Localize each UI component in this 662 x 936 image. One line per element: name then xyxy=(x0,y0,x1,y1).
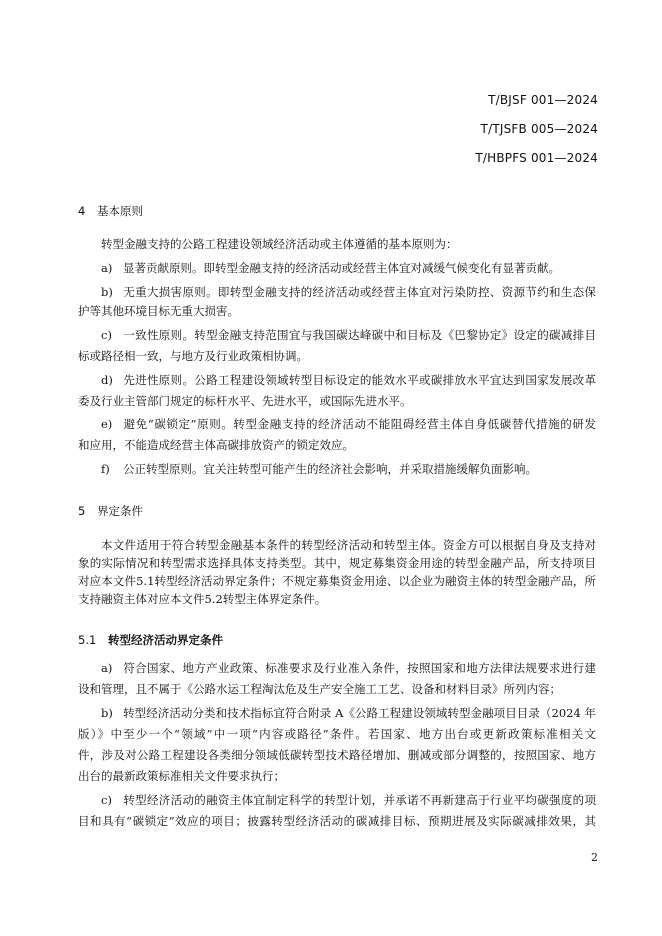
principle-f-line-1: f) 公正转型原则。宜关注转型可能产生的经济社会影响，并采取措施缓解负面影响。 xyxy=(101,462,537,476)
section-5-number: 5 xyxy=(78,504,86,518)
section-4-number: 4 xyxy=(78,204,86,218)
condition-c-line-2: 目和具有“碳锁定”效应的项目；披露转型经济活动的碳减排目标、预期进展及实际碳减排效果，其 xyxy=(78,814,596,828)
principle-c-label: c) xyxy=(101,328,112,342)
principle-b-label: b) xyxy=(101,285,113,299)
page-number: 2 xyxy=(591,851,598,864)
principle-d-line-2: 委及行业主管部门规定的标杆水平、先进水平，或国际先进水平。 xyxy=(78,394,412,408)
section-5-1-number: 5.1 xyxy=(78,633,97,647)
section-5-para-line-4: 支持融资主体对应本文件5.2转型主体界定条件。 xyxy=(78,592,327,606)
section-4-intro: 转型金融支持的公路工程建设领域经济活动或主体遵循的基本原则为： xyxy=(101,237,458,251)
condition-b-label: b) xyxy=(101,706,113,720)
condition-c-label: c) xyxy=(101,793,112,807)
section-5-para-line-1: 本文件适用于符合转型金融基本条件的转型经济活动和转型主体。资金方可以根据自身及支持对 xyxy=(101,538,596,552)
section-5-para-line-2: 象的实际情况和转型需求选择具体支持类型。其中，规定募集资金用途的转型金融产品，所支持项目 xyxy=(78,556,596,570)
condition-a-label: a) xyxy=(101,661,113,675)
standard-code-hbpfs: T/HBPFS 001—2024 xyxy=(475,151,598,165)
section-4-title: 基本原则 xyxy=(97,204,143,218)
condition-b-line-1: b) 转型经济活动分类和技术指标宜符合附录 A《公路工程建设领域转型金融项目目录（2024 年 xyxy=(101,706,596,720)
principle-a-label: a) xyxy=(101,261,113,275)
principle-e-line-1: e) 避免“碳锁定”原则。转型金融支持的经济活动不能阻碍经营主体自身低碳替代措施的研发 xyxy=(101,417,596,431)
condition-b-line-3: 件，涉及对公路工程建设各类细分领域低碳转型技术路径增加、删减或部分调整的，按照国家、地方 xyxy=(78,748,596,762)
principle-c-line-2: 标或路径相一致，与地方及行业政策相协调。 xyxy=(78,349,308,363)
principle-b-line-2: 护等其他环境目标无重大损害。 xyxy=(78,304,239,318)
condition-c-line-1: c) 转型经济活动的融资主体宜制定科学的转型计划，并承诺不再新建高于行业平均碳强度的项 xyxy=(101,793,596,807)
section-5-1-heading xyxy=(78,632,223,648)
condition-a-line-1: a) 符合国家、地方产业政策、标准要求及行业准入条件，按照国家和地方法律法规要求进行建 xyxy=(101,661,596,675)
condition-b-line-2: 版）》中至少一个“领域”中一项“内容或路径”条件。若国家、地方出台或更新政策标准相关文 xyxy=(78,727,596,741)
principle-d-label: d) xyxy=(101,373,113,387)
section-5-title: 界定条件 xyxy=(97,504,143,518)
standard-code-bjsf: T/BJSF 001—2024 xyxy=(488,93,598,107)
standard-code-tjsfb: T/TJSFB 005—2024 xyxy=(480,122,598,136)
principle-b-line-1: b) 无重大损害原则。即转型金融支持的经济活动或经营主体宜对污染防控、资源节约和生态保 xyxy=(101,285,596,299)
principle-c-line-1: c) 一致性原则。转型金融支持范围宜与我国碳达峰碳中和目标及《巴黎协定》设定的碳减排目 xyxy=(101,328,596,342)
condition-a-line-2: 设和管理，且不属于《公路水运工程淘汰危及生产安全施工工艺、设备和材料目录》所列内容； xyxy=(78,682,561,696)
principle-e-line-2: 和应用，不能造成经营主体高碳排放资产的锁定效应。 xyxy=(78,438,354,452)
section-5-heading xyxy=(78,503,143,519)
section-5-para-line-3: 对应本文件5.1转型经济活动界定条件；不规定募集资金用途、以企业为融资主体的转型金融产品，所 xyxy=(78,574,596,588)
principle-e-label: e) xyxy=(101,417,113,431)
principle-f-label: f) xyxy=(101,462,110,476)
principle-a-line-1: a) 显著贡献原则。即转型金融支持的经济活动或经营主体宜对减缓气候变化有显著贡献。 xyxy=(101,261,560,275)
section-4-heading xyxy=(78,203,143,219)
principle-d-line-1: d) 先进性原则。公路工程建设领域转型目标设定的能效水平或碳排放水平宜达到国家发展改革 xyxy=(101,373,596,387)
condition-b-line-4: 出台的最新政策标准相关文件要求执行； xyxy=(78,769,285,783)
section-5-1-title: 转型经济活动界定条件 xyxy=(108,633,223,647)
